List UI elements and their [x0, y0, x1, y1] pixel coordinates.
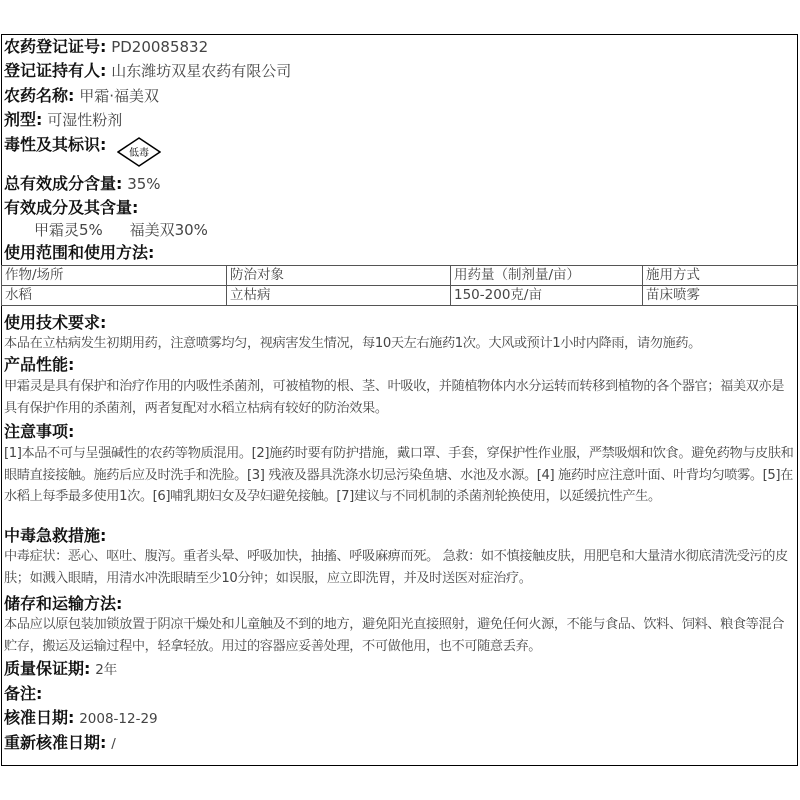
- pesticide-name-row: [4, 84, 796, 108]
- total-content-value: 35%: [127, 175, 161, 193]
- table-header-cell: 用药量（制剂量/亩）: [451, 266, 643, 286]
- table-cell: 苗床喷雾: [643, 286, 798, 306]
- holder-value: 山东潍坊双星农药有限公司: [111, 62, 292, 80]
- approval-date-value: 2008-12-29: [79, 711, 158, 727]
- approval-date-label: 核准日期:: [4, 708, 75, 727]
- storage-text: 本品应以原包装加锁放置于阴凉干燥处和儿童触及不到的地方，避免阳光直接照射，避免任何火源，不能与食品、饮料、饲料、粮食等混合贮存，搬运及运输过程中，轻拿轻放。用过的容器应妥善处理，不可做他用，也不可随意丢弃。: [4, 617, 785, 654]
- table-header-row: [2, 266, 798, 286]
- warranty-label: 质量保证期:: [4, 659, 91, 678]
- table-header-cell: 施用方式: [643, 266, 798, 286]
- toxicity-diamond-icon: [117, 137, 161, 167]
- formulation-label: 剂型:: [4, 110, 43, 129]
- storage-section-title: 储存和运输方法:: [4, 594, 123, 613]
- performance-text: 甲霜灵是具有保护和治疗作用的内吸性杀菌剂，可被植物的根、茎、叶吸收，并随植物体内水分运转而转移到植物的各个器官；福美双亦是具有保护作用的杀菌剂，两者复配对水稻立枯病有较好的防治效果。: [4, 379, 785, 416]
- registration-number-label: 农药登记证号:: [4, 37, 107, 56]
- reapproval-date-label: 重新核准日期:: [4, 733, 107, 752]
- registration-number-row: [4, 35, 796, 59]
- ingredient-item: 福美双30%: [129, 221, 208, 239]
- remarks-label: 备注:: [4, 684, 43, 703]
- usage-table: [1, 265, 798, 306]
- formulation-row: [4, 108, 796, 132]
- approval-date-row: [4, 706, 796, 730]
- table-header-cell: 防治对象: [227, 266, 451, 286]
- pesticide-name-label: 农药名称:: [4, 86, 75, 105]
- holder-label: 登记证持有人:: [4, 61, 107, 80]
- first-aid-section-title: 中毒急救措施:: [4, 526, 107, 545]
- reapproval-date-value: /: [111, 736, 116, 752]
- warranty-row: [4, 657, 796, 681]
- usage-section-title: 使用范围和使用方法:: [4, 243, 155, 262]
- table-header-cell: 作物/场所: [2, 266, 227, 286]
- ingredients-list: [4, 218, 796, 242]
- reapproval-date-row: [4, 731, 796, 755]
- ingredients-header-row: [4, 196, 796, 220]
- ingredients-label: 有效成分及其含量:: [4, 198, 139, 217]
- total-content-row: [4, 172, 796, 196]
- warranty-value: 2年: [95, 662, 118, 678]
- total-content-label: 总有效成分含量:: [4, 174, 123, 193]
- performance-section-title: 产品性能:: [4, 355, 75, 374]
- notes-section-title: 注意事项:: [4, 422, 75, 441]
- toxicity-badge-text: 低毒: [129, 148, 150, 159]
- table-cell: 水稻: [2, 286, 227, 306]
- holder-row: [4, 59, 796, 83]
- remarks-row: [4, 682, 796, 706]
- pesticide-name-value: 甲霜·福美双: [79, 87, 159, 105]
- first-aid-text: 中毒症状：恶心、呕吐、腹泻。重者头晕、呼吸加快，抽搐、呼吸麻痹而死。 急救：如不慎接触皮肤，用肥皂和大量清水彻底清洗受污的皮肤；如溅入眼睛，用清水冲洗眼睛至少10分钟；如误服，应立即洗胃，并及时送医对症治疗。: [4, 549, 788, 586]
- table-row: [2, 286, 798, 306]
- table-cell: 150-200克/亩: [451, 286, 643, 306]
- tech-section-title: 使用技术要求:: [4, 313, 107, 332]
- table-cell: 立枯病: [227, 286, 451, 306]
- toxicity-label: 毒性及其标识:: [4, 135, 107, 154]
- notes-text: [1]本品不可与呈强碱性的农药等物质混用。[2]施药时要有防护措施，戴口罩、手套，穿保护性作业服，严禁吸烟和饮食。避免药物与皮肤和眼睛直接接触。施药后应及时洗手和洗脸。[3] 残液及器具洗涤水切忌污染鱼塘、水池及水源。[4] 施药时应注意叶面、叶背均匀喷雾。[5]在水稻上每季最多使用1次。[6]哺乳期妇女及孕妇避免接触。[7]建议与不同机制的杀菌剂轮换使用，以延缓抗性产生。: [4, 446, 794, 504]
- low-toxicity-badge: [117, 137, 161, 174]
- formulation-value: 可湿性粉剂: [47, 111, 123, 129]
- registration-number-value: PD20085832: [111, 38, 209, 56]
- toxicity-row: [4, 133, 796, 169]
- ingredient-item: 甲霜灵5%: [34, 221, 103, 239]
- tech-text: 本品在立枯病发生初期用药，注意喷雾均匀，视病害发生情况，每10天左右施药1次。大风或预计1小时内降雨，请勿施药。: [4, 336, 701, 351]
